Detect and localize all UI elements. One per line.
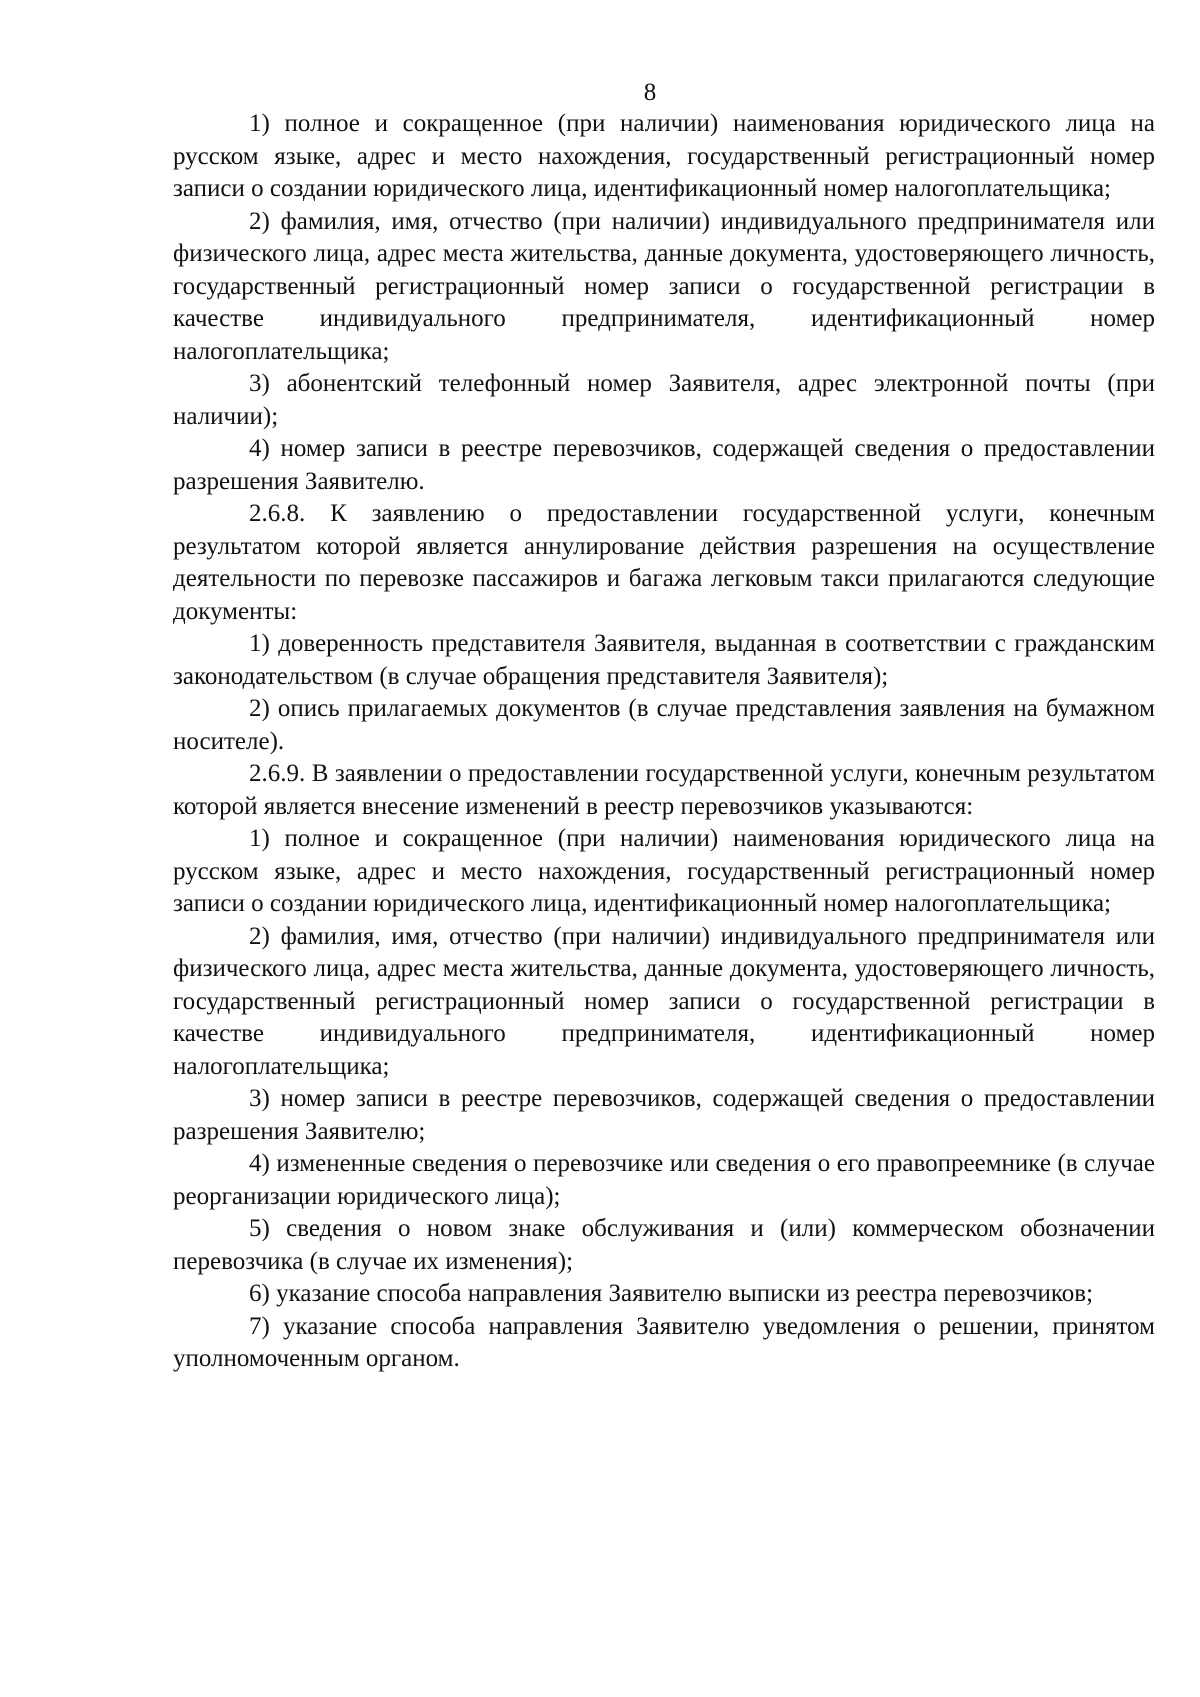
list-item-document-inventory: 2) опись прилагаемых документов (в случае представления заявления на бумажном носителе). (173, 695, 1155, 755)
list-item-service-mark: 5) сведения о новом знаке обслуживания и (или) коммерческом обозначении перевозчика (в случае их изменения); (173, 1215, 1155, 1275)
document-body (173, 108, 1155, 1376)
list-item-phone-email: 3) абонентский телефонный номер Заявителя, адрес электронной почты (при наличии); (173, 370, 1155, 430)
list-item-entrepreneur-name: 2) фамилия, имя, отчество (при наличии) индивидуального предпринимателя или физического лица, адрес места жительства, данные документа, удостоверяющего личность, государственный регистрационный номер записи о государственной регистрации в качестве индивидуального предпринимателя, идентификационный номер налогоплательщика; (173, 922, 1155, 1080)
list-item-extract-delivery: 6) указание способа направления Заявителю выписки из реестра перевозчиков; (249, 1280, 1094, 1307)
clause-2-6-8: 2.6.8. К заявлению о предоставлении государственной услуги, конечным результатом которой является аннулирование действия разрешения на осуществление деятельности по перевозке пассажиров и багажа легковым такси прилагаются следующие документы: (173, 500, 1155, 625)
list-item-changed-info: 4) измененные сведения о перевозчике или сведения о его правопреемнике (в случае реорганизации юридического лица); (173, 1150, 1155, 1210)
list-item-power-of-attorney: 1) доверенность представителя Заявителя, выданная в соответствии с гражданским законодательством (в случае обращения представителя Заявителя); (173, 630, 1155, 690)
list-item-registry-record: 4) номер записи в реестре перевозчиков, содержащей сведения о предоставлении разрешения Заявителю. (173, 435, 1155, 495)
list-item-registry-record: 3) номер записи в реестре перевозчиков, содержащей сведения о предоставлении разрешения Заявителю; (173, 1085, 1155, 1145)
list-item-legal-entity-name: 1) полное и сокращенное (при наличии) наименования юридического лица на русском языке, адрес и место нахождения, государственный регистрационный номер записи о создании юридического лица, идентификационный номер налогоплательщика; (173, 110, 1155, 202)
list-item-notice-delivery: 7) указание способа направления Заявителю уведомления о решении, принятом уполномоченным органом. (173, 1312, 1155, 1372)
list-item-legal-entity-name: 1) полное и сокращенное (при наличии) наименования юридического лица на русском языке, адрес и место нахождения, государственный регистрационный номер записи о создании юридического лица, идентификационный номер налогоплательщика; (173, 825, 1155, 917)
page-number: 8 (643, 79, 657, 106)
clause-2-6-9: 2.6.9. В заявлении о предоставлении государственной услуги, конечным результатом которой является внесение изменений в реестр перевозчиков указываются: (173, 760, 1155, 820)
list-item-entrepreneur-name: 2) фамилия, имя, отчество (при наличии) индивидуального предпринимателя или физического лица, адрес места жительства, данные документа, удостоверяющего личность, государственный регистрационный номер записи о государственной регистрации в качестве индивидуального предпринимателя, идентификационный номер налогоплательщика; (173, 207, 1155, 365)
